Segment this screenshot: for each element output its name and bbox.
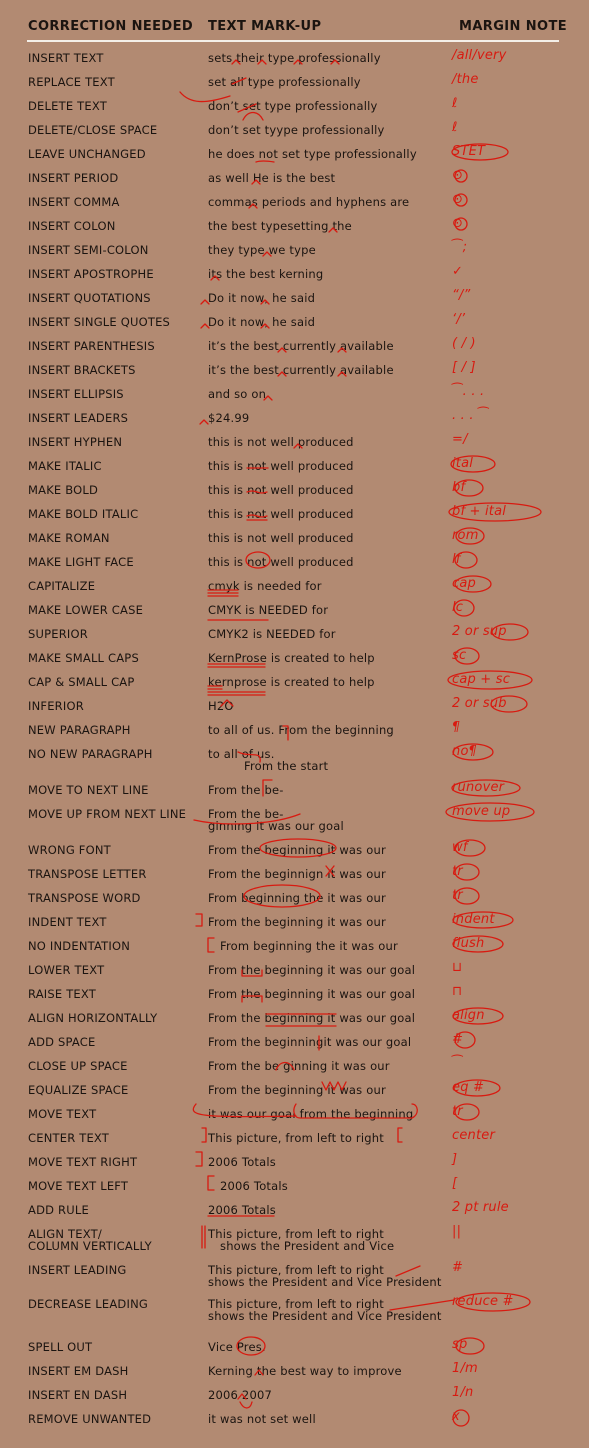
markup-sample	[208, 436, 354, 448]
markup-sample	[208, 988, 415, 1000]
margin-note: “/”	[452, 288, 471, 303]
correction-label	[28, 340, 155, 352]
correction-label	[28, 868, 147, 880]
markup-sample	[208, 748, 328, 772]
correction-text: MOVE TEXT LEFT	[28, 1179, 129, 1193]
margin-note: [	[452, 1176, 458, 1191]
correction-label	[28, 1012, 157, 1024]
markup-sample	[208, 1060, 390, 1072]
markup-sample	[208, 1413, 316, 1425]
margin-note: no¶	[452, 744, 478, 759]
correction-text: EQUALIZE SPACE	[28, 1083, 129, 1097]
correction-text: INSERT EM DASH	[28, 1364, 129, 1378]
correction-label	[28, 556, 134, 568]
markup-text: Do it now, he said	[208, 315, 316, 329]
margin-note: flush	[452, 936, 485, 951]
correction-label	[28, 148, 146, 160]
correction-text: INSERT COMMA	[28, 195, 120, 209]
correction-label	[28, 316, 170, 328]
markup-text: its the best kerning	[208, 267, 324, 281]
margin-note: sc	[452, 648, 467, 663]
margin-note: ℓ	[452, 120, 458, 135]
margin-note: bf	[452, 480, 466, 495]
markup-text: don’t set type professionally	[208, 99, 378, 113]
header-margin-note: MARGIN NOTE	[459, 19, 568, 34]
correction-label	[28, 1036, 96, 1048]
margin-note: ⊔	[452, 960, 463, 975]
markup-text: From the beginning it was our goal	[208, 987, 416, 1001]
markup-text: From the be-	[208, 807, 284, 821]
correction-label	[28, 628, 88, 640]
margin-note: #	[452, 1260, 464, 1275]
markup-text: From beginning the it was our	[208, 891, 386, 905]
correction-label	[28, 124, 157, 136]
markup-text: this is not well produced	[208, 435, 354, 449]
correction-text: INSERT APOSTROPHE	[28, 267, 154, 281]
margin-note: tr	[452, 1104, 463, 1119]
correction-text: WRONG FONT	[28, 843, 111, 857]
markup-sample	[208, 1264, 442, 1288]
markup-sample	[208, 916, 386, 928]
markup-sample	[208, 892, 386, 904]
margin-note: cap	[452, 576, 476, 591]
correction-text: TRANSPOSE WORD	[28, 891, 141, 905]
markup-text: set all type professionally	[208, 75, 361, 89]
right-bracket	[196, 1152, 202, 1166]
remove-mark	[240, 1402, 252, 1408]
markup-sample	[208, 652, 375, 664]
correction-text: CENTER TEXT	[28, 1131, 110, 1145]
markup-text: This picture, from left to right	[208, 1131, 384, 1145]
correction-text: INSERT COLON	[28, 219, 116, 233]
margin-note: lc	[452, 600, 464, 615]
markup-text: it was not set well	[208, 1412, 316, 1426]
markup-text: this is not well produced	[208, 459, 354, 473]
markup-sample	[208, 604, 328, 616]
correction-text: REPLACE TEXT	[28, 75, 115, 89]
markup-text-line2: From the start	[244, 759, 329, 773]
markup-text: 2006 2007	[208, 1388, 272, 1402]
correction-label	[28, 1156, 137, 1168]
markup-sample	[208, 196, 409, 208]
markup-text: This picture, from left to right	[208, 1297, 384, 1311]
margin-note: ⊙	[452, 168, 464, 183]
margin-note: rom	[452, 528, 479, 543]
markup-sample	[208, 292, 315, 304]
markup-text: From the beginning it was our goal	[208, 1011, 416, 1025]
margin-note: ||	[452, 1224, 462, 1239]
margin-note: 2 or sup	[452, 624, 507, 639]
correction-label	[28, 580, 95, 592]
margin-note: ⁀;	[452, 240, 468, 255]
correction-text: INDENT TEXT	[28, 915, 107, 929]
margin-note: ✓	[452, 264, 464, 279]
markup-text: From the beginning it was our	[208, 843, 386, 857]
markup-text: this is not well produced	[208, 531, 354, 545]
markup-sample	[208, 148, 417, 160]
header-text-markup: TEXT MARK-UP	[208, 19, 322, 34]
correction-label	[28, 268, 154, 280]
correction-label	[28, 940, 130, 952]
correction-label	[28, 460, 102, 472]
markup-text: and so on	[208, 387, 267, 401]
markup-sample	[208, 1365, 402, 1377]
markup-sample	[208, 1204, 276, 1216]
markup-sample	[208, 844, 386, 856]
margin-note: STET	[452, 144, 486, 159]
correction-label	[28, 172, 118, 184]
markup-sample	[208, 1108, 413, 1120]
correction-label	[28, 604, 143, 616]
markup-sample	[208, 508, 354, 520]
margin-note: ℓ	[452, 96, 458, 111]
markup-sample	[208, 388, 266, 400]
markup-text: it’s the best currently available	[208, 339, 394, 353]
markup-text: From the be-	[208, 783, 284, 797]
markup-text: it was our goal from the beginning	[208, 1107, 414, 1121]
markup-text-line2: shows the President and Vice President	[208, 1309, 442, 1323]
markup-text: it’s the best currently available	[208, 363, 394, 377]
margin-note: lf	[452, 552, 461, 567]
margin-note: runover	[452, 780, 505, 795]
correction-text: INSERT HYPHEN	[28, 435, 123, 449]
markup-text: Kerning the best way to improve	[208, 1364, 402, 1378]
markup-text: 2006 Totals	[208, 1155, 276, 1169]
correction-label	[28, 196, 120, 208]
correction-text: MAKE LIGHT FACE	[28, 555, 134, 569]
correction-label	[28, 652, 139, 664]
correction-text: INSERT ELLIPSIS	[28, 387, 124, 401]
margin-note: move up	[452, 804, 511, 819]
margin-note: center	[452, 1128, 496, 1143]
correction-text: INSERT QUOTATIONS	[28, 291, 151, 305]
correction-text: RAISE TEXT	[28, 987, 96, 1001]
header-correction-needed: CORRECTION NEEDED	[28, 19, 194, 34]
markup-sample	[208, 172, 335, 184]
markup-text: From the be ginning it was our	[208, 1059, 390, 1073]
margin-note: ‘/’	[452, 312, 466, 327]
markup-text: KernProse is created to help	[208, 651, 375, 665]
markup-sample	[208, 100, 378, 112]
markup-sample	[208, 940, 398, 952]
correction-text: INSERT PARENTHESIS	[28, 339, 155, 353]
correction-label	[28, 964, 104, 976]
correction-label	[28, 1298, 148, 1310]
margin-note: . . . ⁀	[452, 408, 489, 423]
correction-text: INSERT BRACKETS	[28, 363, 136, 377]
correction-label	[28, 1228, 152, 1252]
correction-label	[28, 808, 186, 820]
markup-text: 2006 Totals	[220, 1179, 288, 1193]
correction-text: INSERT LEADERS	[28, 411, 129, 425]
markup-sample	[208, 1180, 288, 1192]
margin-note: ( / )	[452, 336, 476, 351]
caret-mark	[200, 420, 208, 424]
correction-label	[28, 892, 141, 904]
markup-text: From the beginnign it was our	[208, 867, 386, 881]
margin-note: indent	[452, 912, 495, 927]
markup-text: From beginning the it was our	[220, 939, 398, 953]
markup-sample	[208, 964, 415, 976]
markup-sample	[208, 532, 354, 544]
correction-label	[28, 724, 131, 736]
markup-text: as well He is the best	[208, 171, 336, 185]
markup-text: cmyk is needed for	[208, 579, 322, 593]
markup-text-line2: shows the President and Vice	[220, 1239, 395, 1253]
margin-note: eq #	[452, 1080, 485, 1095]
correction-label	[28, 844, 111, 856]
correction-text: DELETE/CLOSE SPACE	[28, 123, 158, 137]
correction-text: DECREASE LEADING	[28, 1297, 148, 1311]
correction-text: MOVE TEXT RIGHT	[28, 1155, 138, 1169]
markup-text: to all of us.	[208, 747, 275, 761]
markup-sample	[208, 1012, 415, 1024]
correction-label	[28, 100, 107, 112]
correction-label	[28, 1108, 96, 1120]
markup-sample	[208, 244, 316, 256]
markup-text: sets their type professionally	[208, 51, 381, 65]
markup-sample	[208, 580, 322, 592]
margin-note: tr	[452, 864, 463, 879]
markup-text: don’t set tyype professionally	[208, 123, 385, 137]
markup-sample	[208, 1341, 266, 1353]
markup-text: From the beginning it was our goal	[208, 963, 416, 977]
markup-sample	[208, 340, 394, 352]
correction-text: MAKE BOLD	[28, 483, 99, 497]
correction-text: ALIGN HORIZONTALLY	[28, 1011, 158, 1025]
correction-label	[28, 676, 135, 688]
markup-sample	[208, 1156, 276, 1168]
correction-label	[28, 436, 122, 448]
markup-sample	[208, 268, 323, 280]
markup-sample	[208, 868, 386, 880]
correction-text: REMOVE UNWANTED	[28, 1412, 152, 1426]
markup-text: From the beginning it was our	[208, 1083, 386, 1097]
correction-text: INSERT EN DASH	[28, 1388, 128, 1402]
correction-label	[28, 364, 136, 376]
markup-text: Vice Pres.	[208, 1340, 266, 1354]
markup-sample	[208, 808, 344, 832]
correction-text: LOWER TEXT	[28, 963, 105, 977]
markup-text: to all of us. From the beginning	[208, 723, 394, 737]
correction-label	[28, 784, 149, 796]
indent-bracket	[196, 914, 202, 926]
markup-sample	[208, 1228, 394, 1252]
markup-sample	[208, 484, 354, 496]
correction-text-line2: COLUMN VERTICALLY	[28, 1239, 152, 1253]
markup-text: $24.99	[208, 411, 250, 425]
correction-label	[28, 244, 149, 256]
correction-label	[28, 412, 128, 424]
margin-note: /all/very	[452, 48, 507, 63]
markup-sample	[208, 1036, 411, 1048]
markup-text: From the beginningit was our goal	[208, 1035, 412, 1049]
markup-sample	[208, 556, 354, 568]
markup-text: this is not well produced	[208, 507, 354, 521]
markup-sample	[208, 676, 375, 688]
markup-sample	[208, 412, 249, 424]
correction-text: INSERT SEMI-COLON	[28, 243, 149, 257]
correction-label	[28, 748, 153, 760]
markup-text: this is not well produced	[208, 483, 354, 497]
correction-text: ALIGN TEXT/	[28, 1227, 102, 1241]
markup-text: CMYK2 is NEEDED for	[208, 627, 336, 641]
markup-text: Do it now, he said	[208, 291, 316, 305]
markup-sample	[208, 700, 234, 712]
delete-stroke	[243, 113, 263, 121]
correction-label	[28, 76, 115, 88]
correction-label	[28, 1132, 109, 1144]
correction-text: MOVE TEXT	[28, 1107, 97, 1121]
margin-note: ⊙	[452, 216, 464, 231]
markup-text: This picture, from left to right	[208, 1227, 384, 1241]
markup-sample	[208, 52, 381, 64]
markup-sample	[208, 724, 394, 736]
markup-text: kernprose is created to help	[208, 675, 375, 689]
markup-text: 2006 Totals	[208, 1203, 276, 1217]
margin-note: ⁀. . .	[452, 384, 485, 399]
markup-text: From the beginning it was our	[208, 915, 386, 929]
stet-dots	[256, 161, 274, 162]
align-vertical-bars	[202, 1226, 205, 1248]
margin-note: sp	[452, 1337, 468, 1352]
markup-sample	[208, 76, 361, 88]
correction-label	[28, 1365, 129, 1377]
correction-text: MOVE UP FROM NEXT LINE	[28, 807, 187, 821]
correction-text: INSERT SINGLE QUOTES	[28, 315, 171, 329]
margin-note: ital	[452, 456, 474, 471]
markup-text: commas periods and hyphens are	[208, 195, 410, 209]
correction-text: NO NEW PARAGRAPH	[28, 747, 153, 761]
markup-sample	[208, 1298, 442, 1322]
markup-sample	[208, 364, 394, 376]
markup-text: H2O	[208, 699, 234, 713]
markup-text: the best typesetting the	[208, 219, 352, 233]
markup-sample	[208, 1084, 386, 1096]
margin-note: bf + ital	[452, 504, 507, 519]
correction-text: INSERT TEXT	[28, 51, 104, 65]
correction-label	[28, 52, 104, 64]
correction-label	[28, 700, 84, 712]
markup-text: This picture, from left to right	[208, 1263, 384, 1277]
correction-label	[28, 1389, 127, 1401]
correction-label	[28, 1084, 128, 1096]
margin-note: 1/n	[452, 1385, 474, 1400]
margin-note: 2 or sub	[452, 696, 507, 711]
correction-text: MAKE LOWER CASE	[28, 603, 144, 617]
margin-note: ]	[452, 1152, 458, 1167]
correction-label	[28, 1413, 151, 1425]
margin-note: [ / ]	[452, 360, 476, 375]
margin-note: reduce #	[452, 1294, 514, 1309]
correction-label	[28, 1180, 128, 1192]
margin-note: =/	[452, 432, 468, 447]
correction-text: INSERT PERIOD	[28, 171, 119, 185]
markup-text: CMYK is NEEDED for	[208, 603, 329, 617]
markup-text-line2: shows the President and Vice President	[208, 1275, 442, 1289]
correction-text: ADD SPACE	[28, 1035, 96, 1049]
margin-note: align	[452, 1008, 485, 1023]
correction-text: INSERT LEADING	[28, 1263, 127, 1277]
margin-note: /the	[452, 72, 479, 87]
markup-text: he does not set type professionally	[208, 147, 417, 161]
margin-note: 1/m	[452, 1361, 478, 1376]
correction-label	[28, 1264, 127, 1276]
correction-label	[28, 988, 96, 1000]
markup-sample	[208, 1389, 272, 1401]
correction-text: MAKE ROMAN	[28, 531, 110, 545]
margin-note: tr	[452, 888, 463, 903]
markup-text: this is not well produced	[208, 555, 354, 569]
correction-text: INFERIOR	[28, 699, 84, 713]
correction-text: LEAVE UNCHANGED	[28, 147, 146, 161]
correction-label	[28, 532, 110, 544]
correction-text: NEW PARAGRAPH	[28, 723, 131, 737]
correction-text: SUPERIOR	[28, 627, 88, 641]
correction-text: CLOSE UP SPACE	[28, 1059, 128, 1073]
correction-text: MAKE BOLD ITALIC	[28, 507, 139, 521]
correction-text: MAKE SMALL CAPS	[28, 651, 139, 665]
margin-note: x	[452, 1409, 460, 1424]
correction-text: CAP & SMALL CAP	[28, 675, 135, 689]
correction-text: NO INDENTATION	[28, 939, 131, 953]
correction-label	[28, 508, 138, 520]
margin-note: ⊙	[452, 192, 464, 207]
markup-sample	[208, 784, 284, 796]
correction-label	[28, 220, 116, 232]
correction-label	[28, 388, 124, 400]
margin-note: ⊓	[452, 984, 463, 999]
correction-text: MAKE ITALIC	[28, 459, 102, 473]
markup-sample	[208, 316, 315, 328]
correction-label	[28, 292, 151, 304]
correction-text: DELETE TEXT	[28, 99, 107, 113]
correction-text: TRANSPOSE LETTER	[28, 867, 147, 881]
correction-label	[28, 484, 98, 496]
correction-text: MOVE TO NEXT LINE	[28, 783, 149, 797]
markup-text: they type we type	[208, 243, 316, 257]
markup-sample	[208, 1132, 384, 1144]
correction-label	[28, 1204, 89, 1216]
correction-text: ADD RULE	[28, 1203, 89, 1217]
markup-sample	[208, 628, 336, 640]
margin-note: ¶	[452, 720, 461, 735]
correction-text: SPELL OUT	[28, 1340, 93, 1354]
markup-sample	[208, 220, 352, 232]
correction-label	[28, 916, 107, 928]
margin-note: #	[452, 1032, 464, 1047]
margin-note: wf	[452, 840, 468, 855]
margin-note: cap + sc	[452, 672, 511, 687]
markup-sample	[208, 460, 354, 472]
markup-sample	[208, 124, 385, 136]
markup-text-line2: ginning it was our goal	[208, 819, 344, 833]
correction-text: CAPITALIZE	[28, 579, 96, 593]
margin-note: 2 pt rule	[452, 1200, 509, 1215]
correction-label	[28, 1341, 92, 1353]
margin-note: ⁀	[452, 1056, 463, 1071]
header-divider	[27, 40, 559, 42]
correction-label	[28, 1060, 128, 1072]
